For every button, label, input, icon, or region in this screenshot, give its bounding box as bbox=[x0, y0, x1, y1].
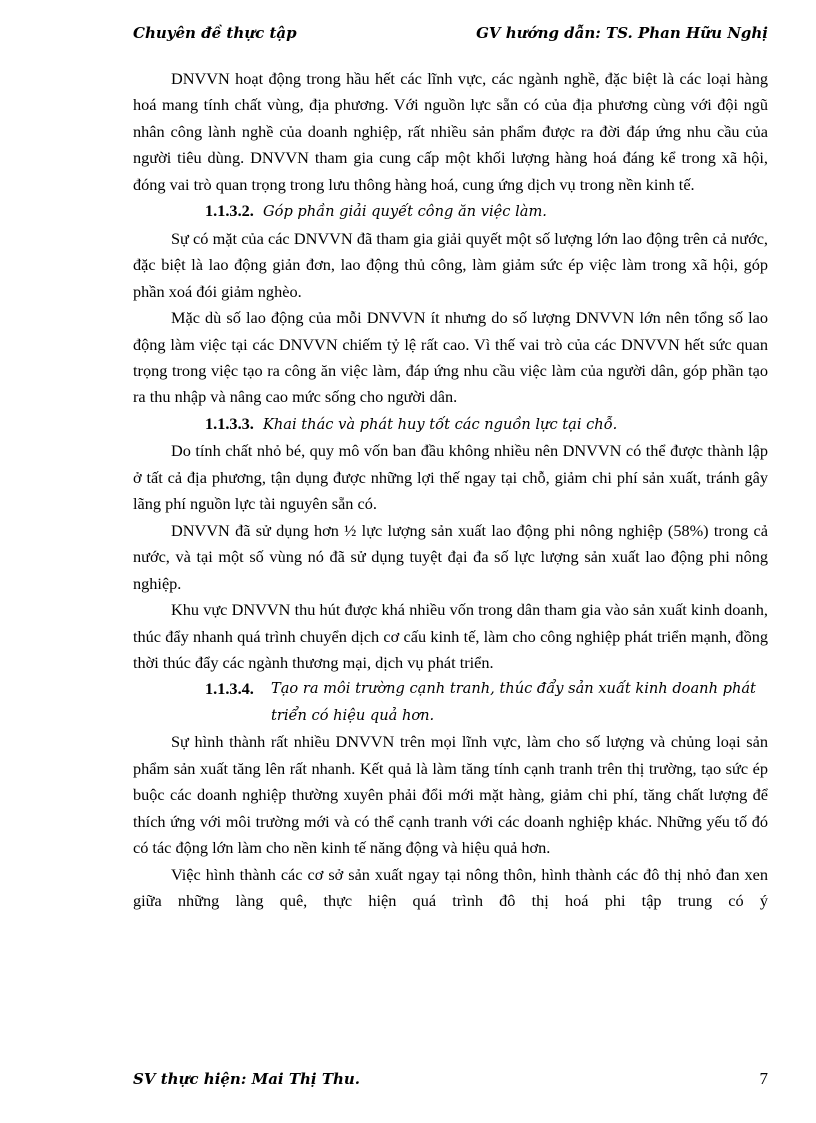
header-right-advisor: GV hướng dẫn: TS. Phan Hữu Nghị bbox=[476, 24, 768, 42]
section-number: 1.1.3.4. bbox=[205, 679, 254, 699]
paragraph-6: Khu vực DNVVN thu hút được khá nhiều vốn trong dân tham gia vào sản xuất kinh doanh, thúc đẩy nhanh quá trình chuyển dịch cơ cấu kinh tế, làm cho công nghiệp phát triển mạnh, đồng thời thúc đẩy các ngành thương mại, dịch vụ phát triển. bbox=[133, 600, 768, 672]
header-left-title: Chuyên đề thực tập bbox=[133, 24, 297, 42]
section-number: 1.1.3.2. bbox=[205, 201, 254, 221]
section-heading-1-1-3-4 bbox=[133, 676, 768, 729]
paragraph-1: DNVVN hoạt động trong hầu hết các lĩnh vực, các ngành nghề, đặc biệt là các loại hàng hoá mang tính chất vùng, địa phương. Với nguồn lực sẵn có của địa phương cùng với đội ngũ nhân công lành nghề của doanh nghiệp, rất nhiều sản phẩm được ra đời đáp ứng nhu cầu của người tiêu dùng. DNVVN tham gia cung cấp một khối lượng hàng hoá đáng kể trong xã hội, đóng vai trò quan trọng trong lưu thông hàng hoá, cung ứng dịch vụ trong nền kinh tế. bbox=[133, 69, 768, 194]
page-footer bbox=[133, 1069, 768, 1089]
page-header bbox=[133, 24, 768, 42]
paragraph-7: Sự hình thành rất nhiều DNVVN trên mọi lĩnh vực, làm cho số lượng và chủng loại sản phẩm sản xuất tăng lên rất nhanh. Kết quả là làm tăng tính cạnh tranh trên thị trường, tạo sức ép buộc các doanh nghiệp thường xuyên phải đổi mới mặt hàng, giảm chi phí, tăng chất lượng để thích ứng với môi trường mới và có thể cạnh tranh với các doanh nghiệp khác. Những yếu tố đó có tác động lớn làm cho nền kinh tế năng động và hiệu quả hơn. bbox=[133, 732, 768, 858]
paragraph-5: DNVVN đã sử dụng hơn ½ lực lượng sản xuất lao động phi nông nghiệp (58%) trong cả nước, và tại một số vùng nó đã sử dụng tuyệt đại đa số lực lượng sản xuất lao động phi nông nghiệp. bbox=[133, 520, 768, 593]
paragraph-2: Sự có mặt của các DNVVN đã tham gia giải quyết một số lượng lớn lao động trên cả nước, đặc biệt là lao động giản đơn, lao động thủ công, làm giảm sức ép việc làm trong xã hội, góp phần xoá đói giảm nghèo. bbox=[133, 228, 768, 301]
page-number: 7 bbox=[759, 1069, 768, 1088]
footer-author: SV thực hiện: Mai Thị Thu. bbox=[133, 1070, 361, 1088]
section-title: Góp phần giải quyết công ăn việc làm. bbox=[263, 203, 547, 221]
paragraph-3: Mặc dù số lao động của mỗi DNVVN ít nhưng do số lượng DNVVN lớn nên tổng số lao động làm việc tại các DNVVN chiếm tỷ lệ rất cao. Vì thế vai trò của các DNVVN hết sức quan trọng trong việc tạo ra công ăn việc làm, đáp ứng nhu cầu việc làm của người dân, góp phần tạo ra thu nhập và nâng cao mức sống cho người dân. bbox=[133, 308, 768, 407]
section-title: Tạo ra môi trường cạnh tranh, thúc đẩy sản xuất kinh doanh phát triển có hiệu quả hơn. bbox=[271, 680, 756, 724]
section-heading-1-1-3-2 bbox=[133, 198, 768, 225]
paragraph-8: Việc hình thành các cơ sở sản xuất ngay tại nông thôn, hình thành các đô thị nhỏ đan xen giữa những làng quê, thực hiện quá trình đô thị hoá phi tập trung có ý bbox=[133, 864, 768, 911]
paragraph-4: Do tính chất nhỏ bé, quy mô vốn ban đầu không nhiều nên DNVVN có thể được thành lập ở tất cả địa phương, tận dụng được những lợi thế ngay tại chỗ, giảm chi phí sản xuất, tránh gây lãng phí nguồn lực tài nguyên sẵn có. bbox=[133, 441, 768, 514]
section-title: Khai thác và phát huy tốt các nguồn lực tại chỗ. bbox=[263, 415, 618, 433]
section-heading-1-1-3-3 bbox=[133, 411, 768, 438]
page-body bbox=[133, 66, 768, 915]
section-number: 1.1.3.3. bbox=[205, 413, 254, 433]
